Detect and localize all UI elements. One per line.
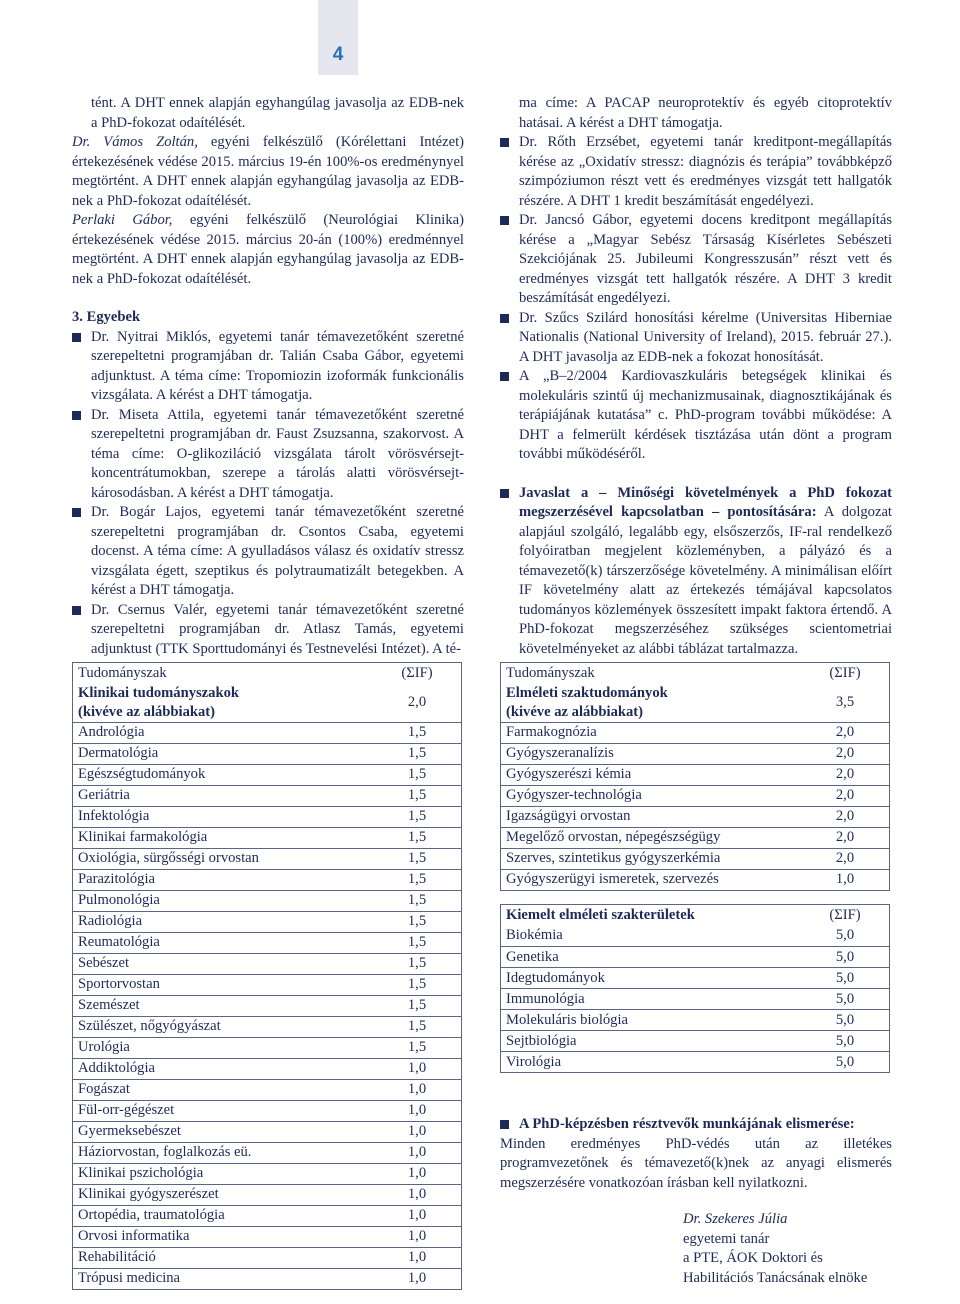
table-cell-field: Infektológia bbox=[73, 806, 373, 827]
table-cell-if: 5,0 bbox=[800, 1010, 890, 1031]
table-cell-field: Fogászat bbox=[73, 1079, 373, 1100]
theoretical-if-table bbox=[500, 662, 890, 891]
table-group-label bbox=[501, 684, 801, 723]
table-cell-field: Orvosi informatika bbox=[73, 1226, 373, 1247]
table-cell-if: 1,0 bbox=[372, 1058, 462, 1079]
table-cell-if: 1,0 bbox=[372, 1142, 462, 1163]
table-cell-if: 1,5 bbox=[372, 932, 462, 953]
table-header-label: Tudományszak bbox=[78, 664, 167, 681]
table-row bbox=[73, 890, 462, 911]
table-row bbox=[73, 1205, 462, 1226]
bullet-item: Dr. Jancsó Gábor, egyetemi docens kreditpont megállapítás kérése a „Magyar Sebész Társaság Kísérletes Sebészeti Szekciójának 25. Jubileumi Kongresszusán” részt vett és eredményes vizsgát tett hallgatók részére. A DHT 3 kredit beszámítását engedélyezi. bbox=[500, 211, 892, 309]
table-cell-field: Háziorvostan, foglalkozás eü. bbox=[73, 1142, 373, 1163]
table-cell-field: Egészségtudományok bbox=[73, 764, 373, 785]
table-row bbox=[73, 848, 462, 869]
table-row bbox=[501, 1031, 890, 1052]
table-cell-field: Farmakognózia bbox=[501, 722, 801, 743]
table-cell-if: 1,5 bbox=[372, 848, 462, 869]
table-cell-if: 1,0 bbox=[372, 1121, 462, 1142]
table-row bbox=[73, 911, 462, 932]
recognition-title-text: A PhD-képzésben résztvevők munkájának elismerése: bbox=[519, 1116, 855, 1132]
table-row bbox=[501, 785, 890, 806]
paragraph-perlaki bbox=[72, 211, 464, 289]
table-group-row bbox=[73, 684, 462, 723]
bullet-item: Dr. Nyitrai Miklós, egyetemi tanár témavezetőként szeretné szerepeltetni programjában dr. Talián Csaba Gábor, egyetemi adjunktust. A téma címe: Tropomiozin izoformák funkcionális vizsgálata. A kérést a DHT támogatja. bbox=[72, 328, 464, 406]
table-header-value: (ΣIF) bbox=[401, 664, 433, 681]
table-cell-field: Klinikai pszichológia bbox=[73, 1163, 373, 1184]
table-cell-field: Idegtudományok bbox=[501, 968, 801, 989]
table-cell-if: 2,0 bbox=[800, 743, 890, 764]
table-cell-if: 1,5 bbox=[372, 764, 462, 785]
table-cell-if: 1,5 bbox=[372, 911, 462, 932]
table-cell-field: Sportorvostan bbox=[73, 974, 373, 995]
table-row bbox=[73, 953, 462, 974]
paragraph-continuation: ma címe: A PACAP neuroprotektív és egyéb citoprotektív hatásai. A kérést a DHT támogatja. bbox=[519, 95, 892, 131]
table-cell-field: Radiológia bbox=[73, 911, 373, 932]
signature-institution: a PTE, ÁOK Doktori és bbox=[683, 1250, 823, 1266]
table-header-label: Tudományszak bbox=[506, 664, 595, 681]
table-cell-if: 2,0 bbox=[800, 722, 890, 743]
table-row bbox=[73, 1184, 462, 1205]
recognition-title bbox=[500, 1115, 892, 1135]
table-cell-field: Dermatológia bbox=[73, 743, 373, 764]
table-row bbox=[501, 926, 890, 947]
table-cell-if: 2,0 bbox=[800, 848, 890, 869]
table-cell-if: 5,0 bbox=[800, 947, 890, 968]
table-row bbox=[73, 932, 462, 953]
signature-block bbox=[683, 1210, 867, 1288]
table-row bbox=[73, 1079, 462, 1100]
featured-fields-table bbox=[500, 904, 890, 1073]
table-cell-if: 1,5 bbox=[372, 953, 462, 974]
table-cell-field: Klinikai farmakológia bbox=[73, 827, 373, 848]
name-vamos: Dr. Vámos Zoltán, bbox=[72, 134, 198, 150]
table-row bbox=[73, 1226, 462, 1247]
table-cell-field: Klinikai gyógyszerészet bbox=[73, 1184, 373, 1205]
table-row bbox=[73, 1037, 462, 1058]
table-cell-if: 2,0 bbox=[800, 806, 890, 827]
bullet-item: Dr. Miseta Attila, egyetemi tanár témavezetőként szeretné szerepeltetni programjában dr. Faust Zsuzsanna, szakorvost. A téma címe: O-glikoziláció vizsgálata tárolt vörösvérsejt-koncentrátumokban, szerepe a tárolás alatti vörösvérsejt-károsodásban. A kérést a DHT támogatja. bbox=[72, 406, 464, 504]
table-group-label-line: Klinikai tudományszakok bbox=[78, 684, 239, 701]
table-cell-if: 1,5 bbox=[372, 743, 462, 764]
table-cell-if: 1,0 bbox=[372, 1079, 462, 1100]
table-row bbox=[73, 1163, 462, 1184]
table-cell-if: 1,5 bbox=[372, 785, 462, 806]
table-row bbox=[73, 1016, 462, 1037]
table-cell-field: Andrológia bbox=[73, 722, 373, 743]
table-group-label bbox=[73, 684, 373, 723]
table-cell-field: Gyógyszeranalízis bbox=[501, 743, 801, 764]
table-cell-if: 1,5 bbox=[372, 722, 462, 743]
table-cell-if: 1,5 bbox=[372, 827, 462, 848]
table-header-value: (ΣIF) bbox=[829, 664, 861, 681]
table-cell-field: Urológia bbox=[73, 1037, 373, 1058]
table-header-row bbox=[501, 905, 890, 926]
table-header-row bbox=[501, 663, 890, 684]
bullet-item: Dr. Csernus Valér, egyetemi tanár témavezetőként szeretné szerepeltetni programjában dr. Atlasz Tamás, egyetemi adjunktust (TTK Sporttudományi és Testnevelési Intézet). A té- bbox=[72, 601, 464, 660]
right-column bbox=[500, 94, 892, 659]
table-cell-if: 1,5 bbox=[372, 1016, 462, 1037]
table-cell-if: 1,5 bbox=[372, 806, 462, 827]
bullet-item: Dr. Szűcs Szilárd honosítási kérelme (Universitas Hiberniae Nationalis (National University of Ireland), 2015. február 27.). A DHT javasolja az EDB-nek a fokozat honosítását. bbox=[500, 309, 892, 368]
section-heading-egyebek: 3. Egyebek bbox=[72, 309, 141, 325]
table-cell-field: Sejtbiológia bbox=[501, 1031, 801, 1052]
table-row bbox=[501, 806, 890, 827]
table-cell-if: 1,0 bbox=[372, 1268, 462, 1289]
table-row bbox=[73, 1100, 462, 1121]
table-row bbox=[73, 785, 462, 806]
table-row bbox=[73, 1268, 462, 1289]
table-row bbox=[501, 827, 890, 848]
page-number: 4 bbox=[332, 44, 344, 65]
table-cell-field: Reumatológia bbox=[73, 932, 373, 953]
table-group-value: 3,5 bbox=[800, 684, 890, 723]
signature-title: egyetemi tanár bbox=[683, 1230, 770, 1247]
table-cell-field: Geriátria bbox=[73, 785, 373, 806]
paragraph-perlaki-text: egyéni felkészülő (Neurológiai Klinika) értekezésének védése 2015. március 20-án (100%) eredménnyel megtörtént. A DHT ennek alapján egyhangúlag javasolja az EDB-nek a PhD-fokozat odaítélését. bbox=[72, 212, 464, 287]
table-row bbox=[73, 722, 462, 743]
javaslat-paragraph bbox=[500, 484, 892, 660]
table-row bbox=[73, 827, 462, 848]
table-row bbox=[501, 764, 890, 785]
table-cell-field: Megelőző orvostan, népegészségügy bbox=[501, 827, 801, 848]
table-row bbox=[73, 806, 462, 827]
table-row bbox=[501, 947, 890, 968]
table-row bbox=[73, 1121, 462, 1142]
table-row bbox=[501, 722, 890, 743]
javaslat-text: A dolgozat alapjául szolgáló, legalább egy, elsőszerzős, IF-ral rendelkező folyóiratban megjelent közleményben, a pályázó és a témavezető(k) társzerzősége követelmény. A minimálisan előírt IF követelmény alatt az értekezés témájával kapcsolatos tudományos közlemények összesített impakt faktora értendő. A PhD-fokozat megszerzéséhez szükséges scientometriai követelményeket az alábbi táblázat tartalmazza. bbox=[519, 504, 892, 657]
table-group-row bbox=[501, 684, 890, 723]
table-row bbox=[73, 974, 462, 995]
table-row bbox=[73, 764, 462, 785]
table-cell-field: Szerves, szintetikus gyógyszerkémia bbox=[501, 848, 801, 869]
table-cell-field: Rehabilitáció bbox=[73, 1247, 373, 1268]
bullet-item: Dr. Bogár Lajos, egyetemi tanár témavezetőként szeretné szerepeltetni programjában dr. Csontos Csaba, egyetemi docenst. A téma címe: A gyulladásos válasz és oxidatív stressz vizsgálata égett, szeptikus és polytraumatizált betegekben. A kérést a DHT támogatja. bbox=[72, 503, 464, 601]
table-cell-field: Trópusi medicina bbox=[73, 1268, 373, 1289]
bullet-item: Dr. Rőth Erzsébet, egyetemi tanár kreditpont-megállapítás kérése az „Oxidatív stressz: diagnózis és terápia” továbbképző szimpóziumon részt vett és eredményes vizsgát tett hallgatók részére. A DHT 1 kredit beszámítását engedélyezi. bbox=[500, 133, 892, 211]
table-group-label-line: Elméleti szaktudományok bbox=[506, 684, 668, 701]
table-row bbox=[501, 989, 890, 1010]
table-cell-field: Pulmonológia bbox=[73, 890, 373, 911]
table-cell-if: 5,0 bbox=[800, 926, 890, 947]
table-cell-field: Ortopédia, traumatológia bbox=[73, 1205, 373, 1226]
table-row bbox=[501, 968, 890, 989]
table-row bbox=[73, 1058, 462, 1079]
table-group-label-line: (kivéve az alábbiakat) bbox=[78, 703, 216, 720]
table-group-label-line: (kivéve az alábbiakat) bbox=[506, 703, 644, 720]
paragraph-1: tént. A DHT ennek alapján egyhangúlag javasolja az EDB-nek a PhD-fokozat odaítélését. bbox=[91, 95, 464, 131]
table-cell-if: 1,0 bbox=[372, 1226, 462, 1247]
table-cell-if: 1,5 bbox=[372, 1037, 462, 1058]
table-cell-field: Gyógyszerészi kémia bbox=[501, 764, 801, 785]
table-cell-field: Virológia bbox=[501, 1052, 801, 1073]
left-column bbox=[72, 94, 464, 659]
table-cell-field: Molekuláris biológia bbox=[501, 1010, 801, 1031]
table-row bbox=[73, 1142, 462, 1163]
table-cell-field: Fül-orr-gégészet bbox=[73, 1100, 373, 1121]
table-cell-field: Biokémia bbox=[501, 926, 801, 947]
table-row bbox=[501, 848, 890, 869]
name-perlaki: Perlaki Gábor, bbox=[72, 212, 173, 228]
table-header-row bbox=[73, 663, 462, 684]
paragraph-vamos-text: egyéni felkészülő (Kórélettani Intézet) értekezésének védése 2015. március 19-én 100%-os eredménynyel megtörtént. A DHT ennek alapján egyhangúlag javasolja az EDB-nek a PhD-fokozat odaítélését. bbox=[72, 134, 465, 209]
table-cell-if: 1,5 bbox=[372, 974, 462, 995]
table-row bbox=[73, 995, 462, 1016]
table-row bbox=[73, 869, 462, 890]
javaslat-title: Javaslat a – Minőségi követelmények a PhD fokozat megszerzésével kapcsolatban – pontosítására: bbox=[519, 484, 892, 520]
table-cell-field: Parazitológia bbox=[73, 869, 373, 890]
table-cell-if: 2,0 bbox=[800, 827, 890, 848]
table-cell-if: 5,0 bbox=[800, 968, 890, 989]
table-cell-if: 2,0 bbox=[800, 785, 890, 806]
table-cell-field: Genetika bbox=[501, 947, 801, 968]
table-row bbox=[501, 1052, 890, 1073]
table-cell-if: 1,0 bbox=[372, 1184, 462, 1205]
table-cell-field: Szemészet bbox=[73, 995, 373, 1016]
clinical-if-table bbox=[72, 662, 462, 1290]
table-cell-if: 1,0 bbox=[372, 1205, 462, 1226]
table-cell-if: 1,0 bbox=[372, 1163, 462, 1184]
table-cell-if: 1,0 bbox=[800, 869, 890, 890]
table-cell-field: Szülészet, nőgyógyászat bbox=[73, 1016, 373, 1037]
bullet-item: A „B–2/2004 Kardiovaszkuláris betegségek klinikai és molekuláris szintű új mechanizmusainak, diagnosztikájának és terápiájának kutatása” c. PhD-program további működése: A DHT a felmerült kérdések tisztázása után dönt a program további működéséről. bbox=[500, 367, 892, 465]
table-cell-if: 1,5 bbox=[372, 869, 462, 890]
table-cell-field: Addiktológia bbox=[73, 1058, 373, 1079]
table-cell-field: Gyógyszerügyi ismeretek, szervezés bbox=[501, 869, 801, 890]
table-cell-if: 1,5 bbox=[372, 995, 462, 1016]
table-row bbox=[73, 1247, 462, 1268]
table-cell-if: 5,0 bbox=[800, 1052, 890, 1073]
table-header-value: (ΣIF) bbox=[829, 906, 861, 923]
table-cell-field: Gyógyszer-technológia bbox=[501, 785, 801, 806]
recognition-text: Minden eredményes PhD-védés után az illetékes programvezetőnek és témavezető(k)nek az anyagi elismerés megszerzésére vonatkozóan írásban kell nyilatkozni. bbox=[500, 1135, 892, 1191]
table-cell-if: 5,0 bbox=[800, 989, 890, 1010]
table-cell-field: Immunológia bbox=[501, 989, 801, 1010]
table-row bbox=[501, 743, 890, 764]
table-group-value: 2,0 bbox=[372, 684, 462, 723]
table-cell-field: Gyermeksebészet bbox=[73, 1121, 373, 1142]
table-row bbox=[501, 1010, 890, 1031]
paragraph-vamos bbox=[72, 133, 464, 211]
signature-name: Dr. Szekeres Júlia bbox=[683, 1211, 788, 1227]
recognition-section bbox=[500, 1115, 892, 1193]
table-cell-if: 2,0 bbox=[800, 764, 890, 785]
table-row bbox=[501, 869, 890, 890]
table-cell-field: Sebészet bbox=[73, 953, 373, 974]
signature-institution-2: Habilitációs Tanácsának elnöke bbox=[683, 1269, 868, 1286]
table-header-label: Kiemelt elméleti szakterületek bbox=[506, 906, 695, 923]
table-cell-if: 1,5 bbox=[372, 890, 462, 911]
table-cell-field: Oxiológia, sürgősségi orvostan bbox=[73, 848, 373, 869]
table-cell-field: Igazságügyi orvostan bbox=[501, 806, 801, 827]
table-row bbox=[73, 743, 462, 764]
table-cell-if: 1,0 bbox=[372, 1100, 462, 1121]
table-cell-if: 1,0 bbox=[372, 1247, 462, 1268]
table-cell-if: 5,0 bbox=[800, 1031, 890, 1052]
